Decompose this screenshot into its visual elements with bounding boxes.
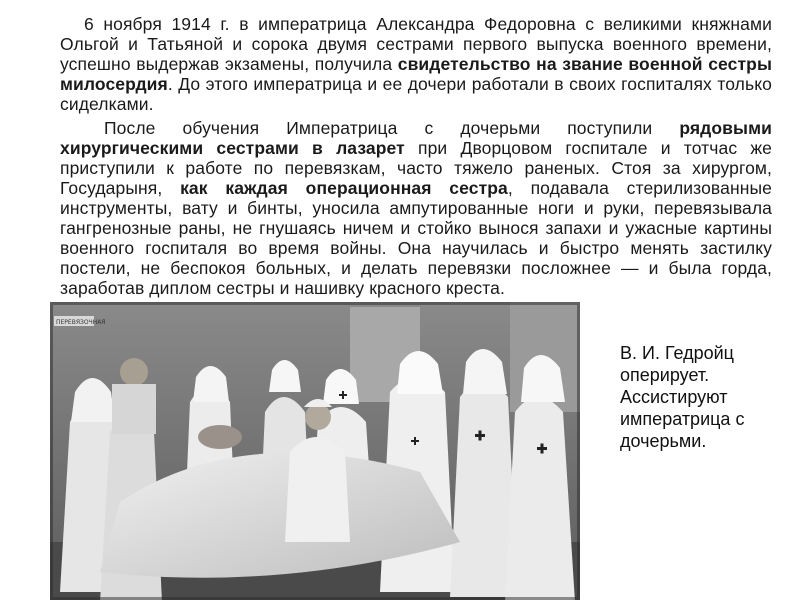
operating-room-illustration: [50, 302, 580, 600]
caption-line-3: Ассистируют: [620, 387, 728, 407]
main-text: [60, 14, 772, 298]
wall-sign-text: ПЕРЕВЯЗОЧНАЯ: [56, 319, 106, 326]
caption-line-5: дочерьми.: [620, 431, 707, 451]
paragraph-2-text-b: при Дворцовом госпитале и тотчас же приступили к работе по перевязкам, часто тяжело раненых. Стоя за хирургом, Государыня,: [60, 138, 773, 198]
paragraph-2-bold-a: рядовыми хирургическими сестрами в лазарет: [60, 118, 772, 158]
paragraph-2-text-a: После обучения Императрица с дочерьми поступили: [104, 118, 680, 138]
surgeon: [285, 437, 350, 542]
paragraph-2: [60, 118, 772, 298]
caption-line-4: императрица с: [620, 409, 745, 429]
paragraph-2-text-c: , подавала стерилизованные инструменты, вату и бинты, уносила ампутированные ноги и руки, перевязывала гангренозные раны, не гнушаясь ничем и стойко вынося запахи и ужасные картины военного госпиталя во время войны. Она научилась и быстро менять застилку постели, не беспокоя больных, и делать перевязки посложнее — и была горда, заработав диплом сестры и нашивку красного креста.: [60, 178, 773, 298]
caption-line-1: В. И. Гедройц: [620, 343, 734, 363]
caption-line-2: оперирует.: [620, 365, 710, 385]
historical-photo: [50, 302, 580, 600]
photo-caption: [620, 342, 780, 452]
paragraph-1-bold-a: свидетельство на звание военной сестры милосердия: [60, 54, 772, 94]
paragraph-1-text-a: 6 ноября 1914 г. в императрица Александра Федоровна с великими княжнами Ольгой и Татьяной и сорока двумя сестрами первого выпуска военного времени, успешно выдержав экзамены, получила: [60, 14, 772, 74]
paragraph-1-text-b: . До этого императрица и ее дочери работали в своих госпиталях только сиделками.: [60, 74, 772, 114]
paragraph-2-bold-b: как каждая операционная сестра: [180, 178, 508, 198]
paragraph-1: [60, 14, 772, 114]
patient-head: [198, 425, 242, 449]
